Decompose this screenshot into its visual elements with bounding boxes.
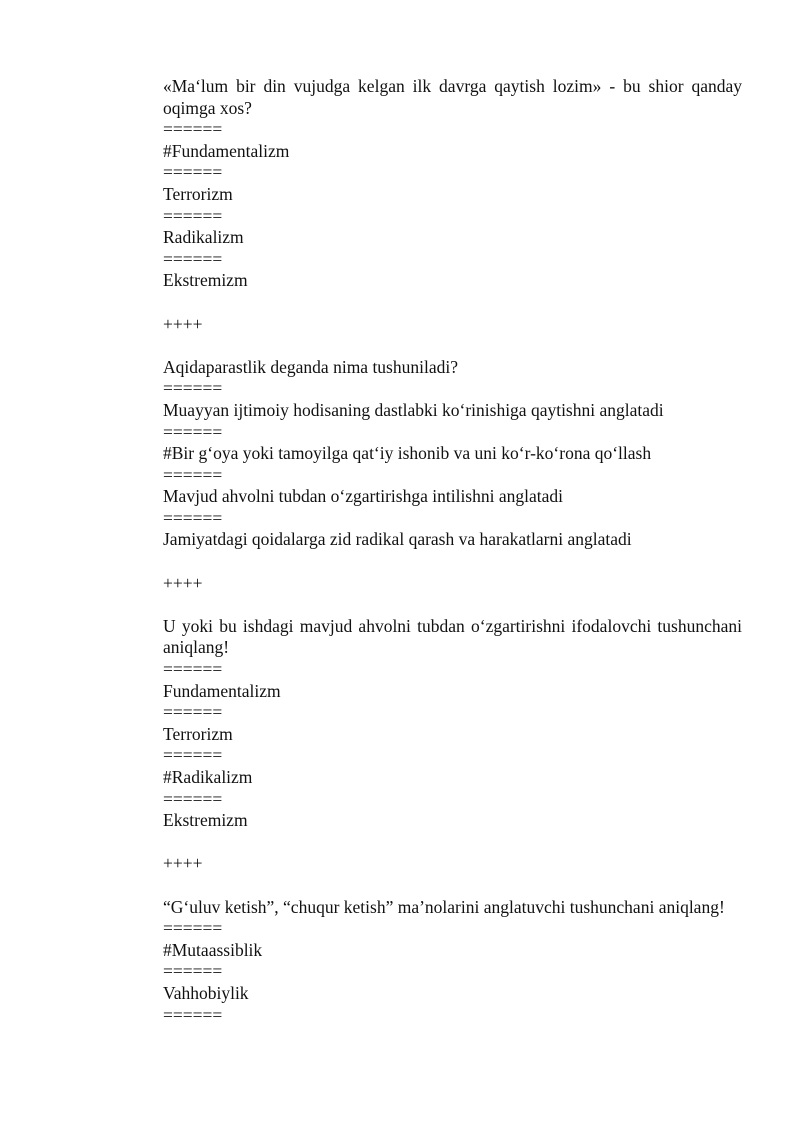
question-text: «Ma‘lum bir din vujudga kelgan ilk davrga qaytish lozim» - bu shior qanday oqimga xos? [163,76,747,118]
separator: ====== [163,378,223,399]
answer-option: #Mutaassiblik [163,939,263,960]
answer-option: Jamiyatdagi qoidalarga zid radikal qarash va harakatlarni anglatadi [163,529,632,550]
separator: ====== [163,788,223,809]
separator: ====== [163,248,223,269]
answer-option: Muayyan ijtimoiy hodisaning dastlabki ko‘rinishiga qaytishni anglatadi [163,399,664,420]
question-block [163,357,742,551]
answer-option: #Fundamentalizm [163,140,290,161]
separator: ====== [163,745,223,766]
question-text: U yoki bu ishdagi mavjud ahvolni tubdan o‘zgartirishni ifodalovchi tushunchani aniqlang! [163,615,747,658]
block-separator: ++++ [163,853,203,874]
answer-option: Fundamentalizm [163,680,281,701]
separator: ====== [163,119,223,140]
question-block [163,76,747,292]
blank-line [163,335,742,357]
answer-option: Ekstremizm [163,270,248,291]
blank-line [163,875,742,897]
answer-option: #Radikalizm [163,767,253,787]
separator: ====== [163,918,223,939]
separator: ====== [163,702,223,723]
answer-option: Ekstremizm [163,810,248,831]
block-separator: ++++ [163,313,203,334]
document-page [163,76,747,1026]
separator: ====== [163,659,223,680]
block-separator: ++++ [163,572,203,593]
blank-line [163,292,742,314]
separator: ====== [163,421,223,442]
separator: ====== [163,464,223,485]
answer-option: Terrorizm [163,183,233,204]
question-block [163,615,747,832]
answer-option: Mavjud ahvolni tubdan o‘zgartirishga intilishni anglatadi [163,486,563,507]
separator: ====== [163,162,223,183]
answer-option: #Bir g‘oya yoki tamoyilga qat‘iy ishonib va uni ko‘r-ko‘rona qo‘llash [163,443,652,464]
separator: ====== [163,1004,223,1025]
separator: ====== [163,205,223,226]
separator: ====== [163,507,223,528]
answer-option: Terrorizm [163,723,233,744]
separator: ====== [163,961,223,982]
question-text: Aqidaparastlik deganda nima tushuniladi? [163,356,458,377]
blank-line [163,551,742,573]
question-block [163,897,742,1027]
blank-line [163,594,742,616]
question-text: “G‘uluv ketish”, “chuqur ketish” ma’nolarini anglatuvchi tushunchani aniqlang! [163,896,725,917]
answer-option: Vahhobiylik [163,982,249,1003]
answer-option: Radikalizm [163,227,244,248]
blank-line [163,832,742,854]
